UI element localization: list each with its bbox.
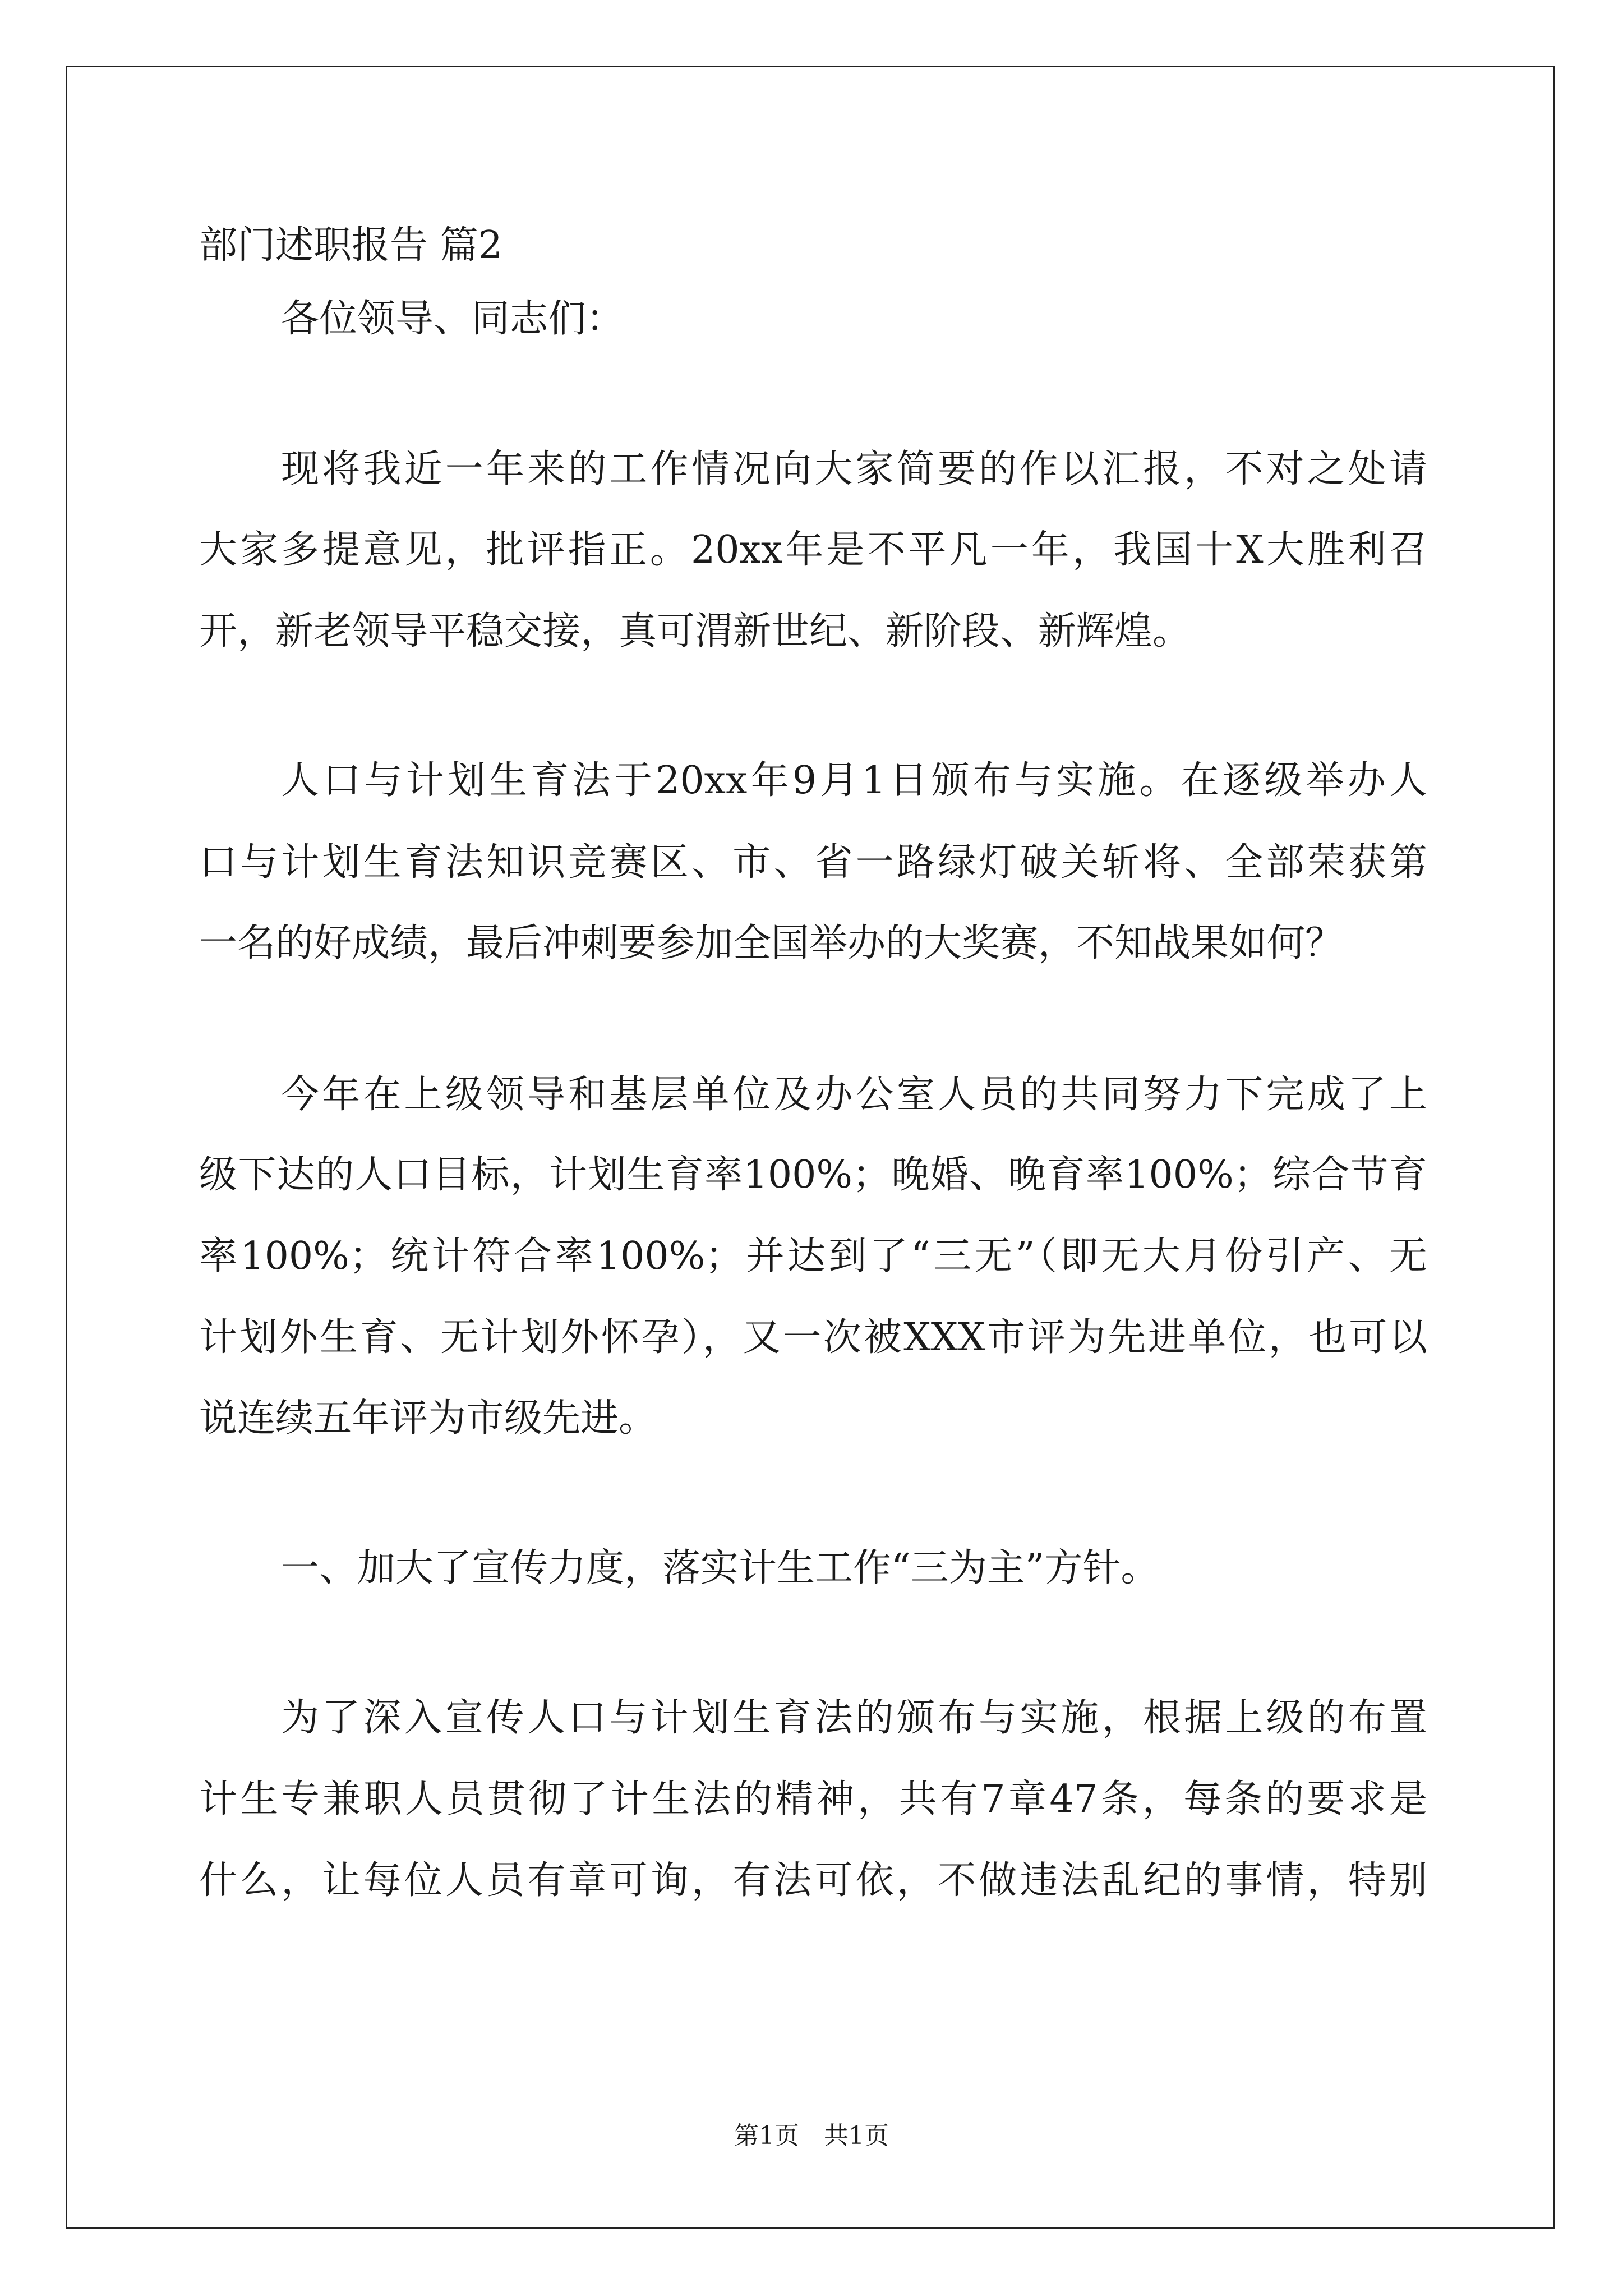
paragraph-line: 计生专兼职人员贯彻了计生法的精神，共有7章47条，每条的要求是	[199, 1777, 1427, 1821]
paragraph-line: 一名的好成绩，最后冲刺要参加全国举办的大奖赛，不知战果如何？	[199, 921, 1344, 965]
paragraph-line: 口与计划生育法知识竞赛区、市、省一路绿灯破关斩将、全部荣获第	[199, 840, 1427, 885]
paragraph-line: 说连续五年评为市级先进。	[199, 1396, 657, 1441]
page-footer	[0, 2119, 1623, 2153]
paragraph-line: 率100%；统计符合率100%；并达到了“三无”（即无大月份引产、无	[199, 1234, 1427, 1278]
document-heading: 部门述职报告 篇2	[199, 223, 502, 268]
page-number: 第1页	[734, 2122, 799, 2150]
paragraph-line: 人口与计划生育法于20xx年9月1日颁布与实施。在逐级举办人	[281, 758, 1427, 803]
paragraph-line: 计划外生育、无计划外怀孕），又一次被XXX市评为先进单位，也可以	[199, 1315, 1427, 1360]
paragraph-line: 什么，让每位人员有章可询，有法可依，不做违法乱纪的事情，特别	[199, 1858, 1427, 1903]
paragraph-line: 级下达的人口目标，计划生育率100%；晚婚、晚育率100%；综合节育	[199, 1153, 1427, 1197]
page-total: 共1页	[824, 2122, 889, 2150]
paragraph-line: 今年在上级领导和基层单位及办公室人员的共同努力下完成了上	[281, 1073, 1427, 1117]
paragraph-line: 大家多提意见，批评指正。20xx年是不平凡一年，我国十X大胜利召	[199, 528, 1427, 572]
salutation: 各位领导、同志们：	[281, 297, 625, 341]
paragraph-line: 开，新老领导平稳交接，真可渭新世纪、新阶段、新辉煌。	[199, 609, 1191, 654]
paragraph-line: 现将我近一年来的工作情况向大家简要的作以汇报，不对之处请	[281, 447, 1427, 491]
section-heading: 一、加大了宣传力度，落实计生工作“三为主”方针。	[281, 1546, 1159, 1590]
paragraph-line: 为了深入宣传人口与计划生育法的颁布与实施，根据上级的布置	[281, 1696, 1427, 1740]
